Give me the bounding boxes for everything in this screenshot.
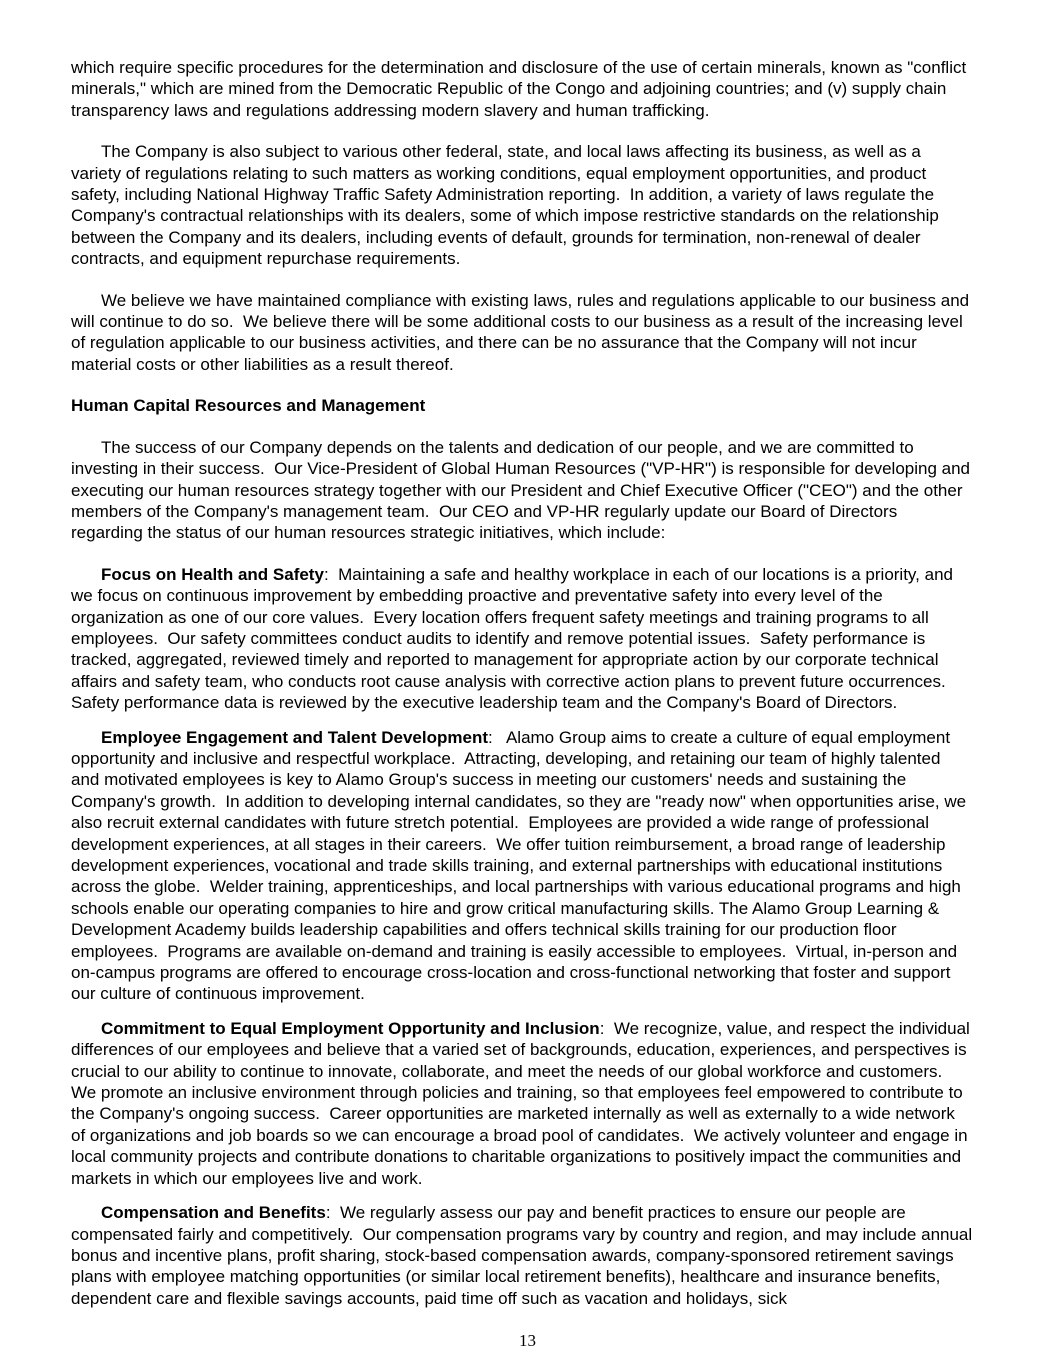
heading-human-capital-resources: Human Capital Resources and Management <box>71 396 426 416</box>
section-text-health-safety: : Maintaining a safe and healthy workplace in each of our locations is a priority, and we focus on continuous improvement by embedding proactive and preventative safety into every level of the organization as one of our core values. Every location offers frequent safety meetings and training programs to all employees. Our safety committees conduct audits to identify and remove potential issues. Safety performance is tracked, aggregated, reviewed timely and reported to management for appropriate action by our corporate technical affairs and safety team, who conducts root cause analysis with corrective action plans to prevent future occurrences. Safety performance data is reviewed by the executive leadership team and the Company's Board of Directors. <box>71 564 958 713</box>
section-text-compensation: : We regularly assess our pay and benefit practices to ensure our people are compensated fairly and competitively. Our compensation programs vary by country and region, and may include annual bonus and incentive plans, profit sharing, stock-based compensation awards, company-sponsored retirement savings plans with employee matching opportunities (or similar local retirement benefits), healthcare and insurance benefits, dependent care and flexible savings accounts, paid time off such as vacation and holidays, sick <box>71 1203 977 1308</box>
para-equal-employment-inclusion <box>71 1018 973 1189</box>
para-employee-engagement <box>71 727 973 1005</box>
section-text-employee-engagement: : Alamo Group aims to create a culture of equal employment opportunity and inclusive and respectful workplace. Attracting, developing, and retaining our team of highly talented and motivated employees is key to Alamo Group's success in meeting our customers' needs and sustaining the Company's growth. In addition to developing internal candidates, so they are "ready now" when opportunities arise, we also recruit external candidates with future stretch potential. Employees are provided a wide range of professional development experiences, at all stages in their careers. We offer tuition reimbursement, a broad range of leadership development experiences, vocational and trade skills training, and external partnerships with educational institutions across the globe. Welder training, apprenticeships, and local partnerships with various educational programs and high schools enable our operating companies to hire and grow critical manufacturing skills. The Alamo Group Learning & Development Academy builds leadership capabilities and offers technical skills training for our production floor employees. Programs are available on-demand and training is easily accessible to employees. Virtual, in-person and on-campus programs are offered to encourage cross-location and cross-functional networking that foster and support our culture of continuous improvement. <box>71 727 971 1004</box>
para-company-success: The success of our Company depends on the talents and dedication of our people, and we are committed to investing in their success. Our Vice-President of Global Human Resources ("VP-HR") is responsible for developing and executing our human resources strategy together with our President and Chief Executive Officer ("CEO") and the other members of the Company's management team. Our CEO and VP-HR regularly update our Board of Directors regarding the status of our human resources strategic initiatives, which include: <box>71 437 975 543</box>
section-lead-equal-employment: Commitment to Equal Employment Opportunity and Inclusion <box>101 1018 600 1038</box>
section-lead-compensation: Compensation and Benefits <box>101 1203 326 1223</box>
para-conflict-minerals-continuation: which require specific procedures for the determination and disclosure of the use of certain minerals, known as "conflict minerals," which are mined from the Democratic Republic of the Congo and adjoining countries; and (v) supply chain transparency laws and regulations addressing modern slavery and human trafficking. <box>71 58 971 120</box>
section-lead-employee-engagement: Employee Engagement and Talent Development <box>101 727 488 747</box>
page-number: 13 <box>519 1331 536 1350</box>
para-focus-health-safety <box>71 564 973 714</box>
section-text-equal-employment: : We recognize, value, and respect the individual differences of our employees and believe that a varied set of backgrounds, education, experiences, and perspectives is crucial to our ability to continue to innovate, collaborate, and meet the needs of our global workforce and customers. We promote an inclusive environment through policies and training, so that employees feel empowered to contribute to the Company's ongoing success. Career opportunities are marketed internally as well as externally to a wide network of organizations and job boards so we can encourage a broad pool of candidates. We actively volunteer and engage in local community projects and contribute donations to charitable organizations to positively impact the communities and markets in which our employees live and work. <box>71 1018 975 1188</box>
page-body-text <box>71 57 977 1309</box>
section-lead-health-safety: Focus on Health and Safety <box>101 564 324 584</box>
para-compliance-belief: We believe we have maintained compliance with existing laws, rules and regulations applicable to our business and will continue to do so. We believe there will be some additional costs to our business as a result of the increasing level of regulation applicable to our business activities, and there can be no assurance that the Company will not incur material costs or other liabilities as a result thereof. <box>71 290 974 374</box>
para-other-laws: The Company is also subject to various other federal, state, and local laws affecting its business, as well as a variety of regulations relating to such matters as working conditions, equal employment opportunities, and product safety, including National Highway Traffic Safety Administration reporting. In addition, a variety of laws regulate the Company's contractual relationships with its dealers, some of which impose restrictive standards on the relationship between the Company and its dealers, including events of default, grounds for termination, non-renewal of dealer contracts, and equipment repurchase requirements. <box>71 142 944 269</box>
para-compensation-benefits <box>71 1202 977 1309</box>
